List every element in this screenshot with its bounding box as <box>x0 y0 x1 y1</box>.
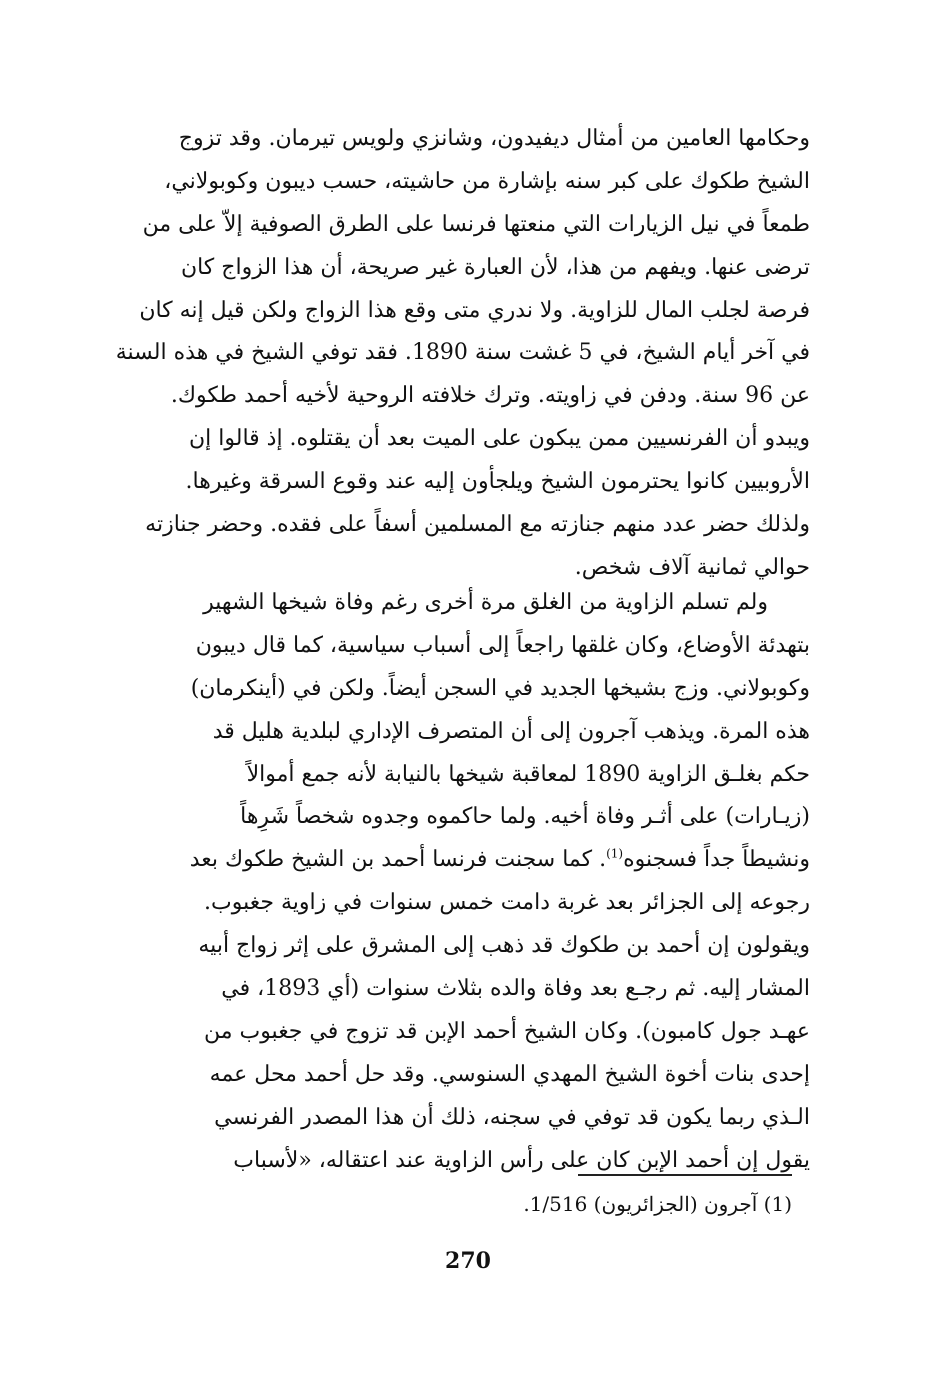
text-line: حكم بغلـق الزاوية 1890 لمعاقبة شيخها بالنيابة لأنه جمع أموالاً <box>246 761 810 787</box>
text-line: عن 96 سنة. ودفن في زاويته. وترك خلافته الروحية لأخيه أحمد طكوك. <box>170 383 810 409</box>
text-line: إحدى بنات أخوة الشيخ المهدي السنوسي. وقد حل أحمد محل عمه <box>209 1061 810 1087</box>
footnote-separator <box>578 1174 792 1176</box>
text-line: ولم تسلم الزاوية من الغلق مرة أخرى رغم وفاة شيخها الشهير <box>203 590 768 615</box>
text-segment: . كما سجنت فرنسا أحمد بن الشيخ طكوك بعد <box>189 847 607 873</box>
footnote <box>300 1186 792 1222</box>
text-line: هذه المرة. ويذهب آجرون إلى أن المتصرف الإداري لبلدية هليل قد <box>212 718 810 744</box>
text-line: في آخر أيام الشيخ، في 5 غشت سنة 1890. فقد توفي الشيخ في هذه السنة <box>115 340 810 366</box>
text-line: (زيـارات) على أثـر وفاة أخيه. ولما حاكموه وجدوه شخصاً شَرِهاً <box>240 804 810 830</box>
footnote-number: (1) <box>763 1192 792 1216</box>
text-line: عهـد جول كامبون). وكان الشيخ أحمد الإبن قد تزوج في جغبوب من <box>203 1018 810 1044</box>
text-line: ويبدو أن الفرنسيين ممن يبكون على الميت بعد أن يقتلوه. إذ قالوا إن <box>189 426 810 452</box>
text-line: ولذلك حضر عدد منهم جنازته مع المسلمين أسفاً على فقده. وحضر جنازته <box>145 512 810 538</box>
text-line: طمعاً في نيل الزيارات التي منعتها فرنسا على الطرق الصوفية إلاّ على من <box>142 211 810 237</box>
text-line: حوالي ثمانية آلاف شخص. <box>574 554 810 580</box>
text-line: وحكامها العامين من أمثال ديفيدون، وشانزي ولويس تيرمان. وقد تزوج <box>178 126 810 151</box>
footnote-reference[interactable]: (1) <box>606 847 624 862</box>
text-line: وكوبولاني. وزج بشيخها الجديد في السجن أيضاً. ولكن في (أينكرمان) <box>190 675 810 701</box>
text-line: ترضى عنها. ويفهم من هذا، لأن العبارة غير صريحة، أن هذا الزواج كان <box>180 254 810 280</box>
text-line: رجوعه إلى الجزائر بعد غربة دامت خمس سنوات في زاوية جغبوب. <box>204 890 810 916</box>
footnote-text: آجرون (الجزائريون) 1/516. <box>523 1192 758 1216</box>
text-line: الـذي ربما يكون قد توفي في سجنه، ذلك أن هذا المصدر الفرنسي <box>214 1104 810 1130</box>
text-segment: ونشيطاً جداً فسجنوه <box>623 847 810 873</box>
text-line: بتهدئة الأوضاع، وكان غلقها راجعاً إلى أسباب سياسية، كما قال ديبون <box>195 632 810 658</box>
text-line: فرصة لجلب المال للزاوية. ولا ندري متى وقع هذا الزواج ولكن قيل إنه كان <box>139 297 810 323</box>
text-line-with-footnote <box>150 839 810 882</box>
text-line: المشار إليه. ثم رجـع بعد وفاة والده بثلاث سنوات (أي 1893، في <box>221 976 810 1002</box>
text-line: يقول إن أحمد الإبن كان على رأس الزاوية عند اعتقاله، «لأسباب <box>233 1147 810 1173</box>
page-number: 270 <box>445 1248 491 1274</box>
text-line: الشيخ طكوك على كبر سنه بإشارة من حاشيته، حسب ديبون وكوبولاني، <box>164 168 810 194</box>
paragraph-2 <box>150 582 810 1182</box>
paragraph-1 <box>115 118 810 590</box>
text-line: الأروبيين كانوا يحترمون الشيخ ويلجأون إليه عند وقوع السرقة وغيرها. <box>185 469 810 495</box>
text-line: ويقولون إن أحمد بن طكوك قد ذهب إلى المشرق على إثر زواج أبيه <box>198 933 810 959</box>
